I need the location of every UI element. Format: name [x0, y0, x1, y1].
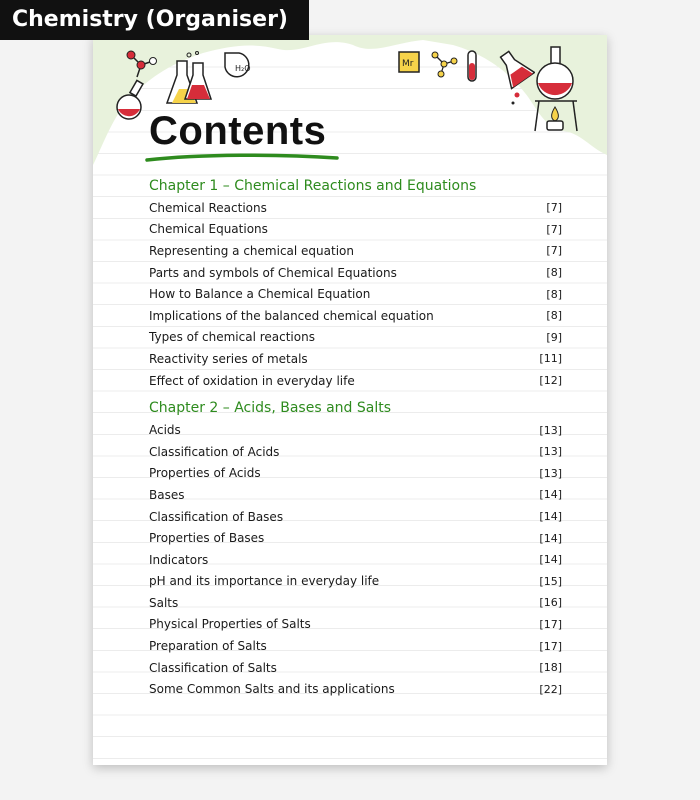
toc-entry	[149, 419, 562, 441]
entry-page: [7]	[546, 244, 562, 258]
entry-page: [13]	[539, 466, 562, 480]
entry-page: [14]	[539, 553, 562, 567]
entry-topic: Properties of Bases	[149, 531, 265, 546]
entry-page: [14]	[539, 531, 562, 545]
entry-topic: Properties of Acids	[149, 466, 261, 481]
toc-entry	[149, 463, 562, 485]
toc-entry	[149, 549, 562, 571]
entry-topic: Indicators	[149, 552, 209, 567]
chapter-heading: Chapter 2 – Acids, Bases and Salts	[149, 400, 391, 417]
subject-banner: Chemistry (Organiser)	[0, 0, 309, 40]
toc-entry	[149, 614, 562, 636]
burner-flask-icon	[527, 45, 587, 137]
entry-page: [9]	[546, 330, 562, 344]
toc-entry	[149, 283, 562, 305]
molecule-icon	[123, 47, 159, 81]
toc-entry	[149, 441, 562, 463]
toc-entry	[149, 527, 562, 549]
entry-topic: Representing a chemical equation	[149, 243, 354, 258]
entry-topic: Implications of the balanced chemical equation	[149, 308, 434, 323]
entry-page: [17]	[539, 639, 562, 653]
page-title: Contents	[149, 109, 327, 153]
entry-topic: Classification of Acids	[149, 444, 280, 459]
entry-page: [7]	[546, 222, 562, 236]
toc-entry	[149, 305, 562, 327]
entry-page: [13]	[539, 445, 562, 459]
entry-topic: Acids	[149, 423, 181, 438]
entry-topic: Parts and symbols of Chemical Equations	[149, 265, 397, 280]
entry-topic: Chemical Equations	[149, 222, 268, 237]
entry-page: [11]	[539, 352, 562, 366]
entry-page: [15]	[539, 574, 562, 588]
entry-topic: Some Common Salts and its applications	[149, 682, 395, 697]
toc-entry	[149, 484, 562, 506]
entry-page: [14]	[539, 488, 562, 502]
toc-entry	[149, 370, 562, 392]
entry-page: [8]	[546, 309, 562, 323]
table-of-contents	[149, 175, 562, 700]
toc-entry	[149, 262, 562, 284]
entry-page: [13]	[539, 423, 562, 437]
entry-page: [12]	[539, 374, 562, 388]
molecule-icon-2	[429, 49, 459, 79]
water-drop-label: H₂O	[235, 64, 251, 73]
mr-tag-label: Mr	[402, 59, 414, 69]
round-flask-icon	[113, 79, 149, 123]
entry-page: [8]	[546, 287, 562, 301]
chapter-heading: Chapter 1 – Chemical Reactions and Equations	[149, 178, 477, 194]
entry-topic: pH and its importance in everyday life	[149, 574, 380, 589]
entry-topic: Reactivity series of metals	[149, 351, 308, 366]
contents-page	[93, 35, 607, 765]
entry-topic: How to Balance a Chemical Equation	[149, 287, 371, 302]
toc-entry	[149, 348, 562, 370]
entry-page: [7]	[546, 201, 562, 215]
entry-page: [8]	[546, 266, 562, 280]
entry-page: [22]	[539, 682, 562, 696]
entry-topic: Classification of Bases	[149, 509, 284, 524]
toc-entry	[149, 327, 562, 349]
entry-topic: Physical Properties of Salts	[149, 617, 311, 632]
title-underline	[145, 151, 341, 163]
entry-topic: Bases	[149, 487, 185, 502]
entry-topic: Preparation of Salts	[149, 639, 267, 654]
entry-page: [17]	[539, 617, 562, 631]
beakers-icon	[165, 49, 213, 107]
toc-entry	[149, 571, 562, 593]
entry-topic: Types of chemical reactions	[149, 330, 315, 345]
entry-topic: Classification of Salts	[149, 660, 277, 675]
entry-topic: Chemical Reactions	[149, 200, 267, 215]
toc-entry	[149, 506, 562, 528]
entry-page: [16]	[539, 596, 562, 610]
toc-entry	[149, 657, 562, 679]
toc-entry	[149, 635, 562, 657]
entry-page: [18]	[539, 661, 562, 675]
entry-topic: Effect of oxidation in everyday life	[149, 373, 355, 388]
toc-entry	[149, 678, 562, 700]
water-drop-icon	[221, 49, 255, 83]
entry-topic: Salts	[149, 595, 179, 610]
toc-entry	[149, 592, 562, 614]
toc-entry	[149, 240, 562, 262]
test-tube-icon	[465, 49, 479, 85]
mr-tag-icon	[398, 51, 420, 73]
toc-entry	[149, 197, 562, 219]
entry-page: [14]	[539, 510, 562, 524]
toc-entry	[149, 219, 562, 241]
